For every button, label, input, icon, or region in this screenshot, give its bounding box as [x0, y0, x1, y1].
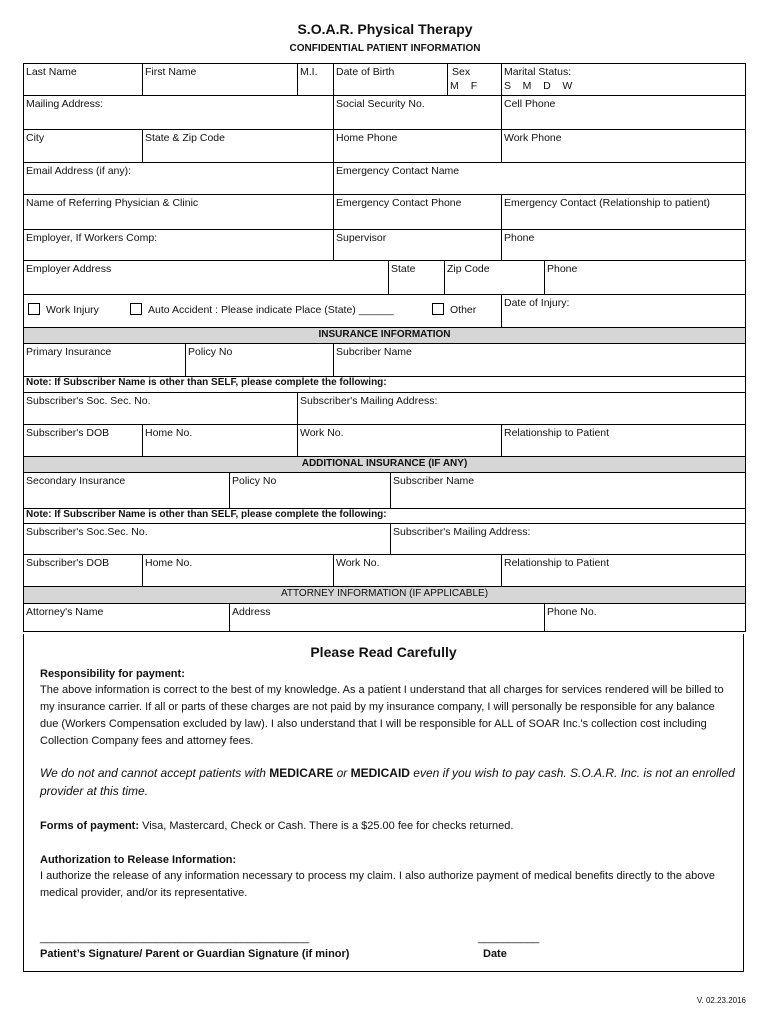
secondary-subscriber-field[interactable]	[390, 473, 745, 508]
row-city	[24, 129, 745, 162]
subscriber-work-label: Work No.	[300, 427, 344, 439]
work-injury-checkbox[interactable]	[28, 303, 40, 315]
row-name	[24, 63, 745, 95]
attorney-name-label: Attorney's Name	[26, 606, 104, 618]
sex-option-m[interactable]: M	[450, 80, 459, 92]
injury-type-field	[24, 295, 501, 327]
terms-section	[23, 634, 744, 972]
subscriber-mailing-field[interactable]	[297, 393, 745, 424]
mi-field[interactable]	[297, 64, 333, 95]
employer-zip-field[interactable]	[444, 261, 544, 294]
last-name-field[interactable]	[24, 64, 142, 95]
row-employer-address	[24, 260, 745, 294]
sex-options	[450, 79, 499, 93]
policy-no-field[interactable]	[185, 344, 333, 376]
sex-option-f[interactable]: F	[470, 80, 478, 92]
cell-phone-label: Cell Phone	[504, 98, 556, 110]
auto-accident-label: Auto Accident : Please indicate Place (State) ______	[148, 304, 394, 316]
email-field[interactable]	[24, 163, 333, 194]
medicare-notice-or: or	[333, 766, 351, 780]
city-label: City	[26, 132, 45, 144]
supervisor-label: Supervisor	[336, 232, 387, 244]
date-label: Date	[483, 948, 507, 960]
row-referring	[24, 194, 745, 229]
form-title: S.O.A.R. Physical Therapy	[297, 21, 473, 37]
employer-address-label: Employer Address	[26, 263, 112, 275]
state-zip-field[interactable]	[142, 130, 333, 162]
date-of-injury-field[interactable]	[501, 295, 745, 327]
first-name-field[interactable]	[142, 64, 297, 95]
secondary-subscriber-relationship-field[interactable]	[501, 555, 745, 586]
row-email	[24, 162, 745, 194]
emergency-name-field[interactable]	[333, 163, 745, 194]
last-name-label: Last Name	[26, 66, 77, 78]
emergency-phone-field[interactable]	[333, 195, 501, 229]
secondary-insurance-field[interactable]	[24, 473, 229, 508]
cell-phone-field[interactable]	[501, 96, 745, 129]
secondary-policy-label: Policy No	[232, 475, 277, 487]
primary-insurance-label: Primary Insurance	[26, 346, 112, 358]
marital-status-field[interactable]	[501, 64, 745, 95]
city-field[interactable]	[24, 130, 142, 162]
ssn-label: Social Security No.	[336, 98, 425, 110]
forms-of-payment-heading: Forms of payment:	[40, 820, 140, 832]
medicare-word: MEDICARE	[269, 766, 334, 780]
employer-phone2-label: Phone	[547, 263, 578, 275]
subscriber-work-field[interactable]	[297, 425, 501, 456]
row-secondary-subscriber-ssn	[24, 523, 745, 554]
policy-no-label: Policy No	[188, 346, 233, 358]
medicare-notice	[40, 764, 735, 800]
secondary-subscriber-work-field[interactable]	[333, 555, 501, 586]
row-primary-insurance	[24, 343, 745, 376]
marital-status-label: Marital Status:	[504, 66, 572, 78]
work-phone-field[interactable]	[501, 130, 745, 162]
employer-field[interactable]	[24, 230, 333, 260]
version-label: V. 02.23.2016	[696, 996, 746, 1005]
home-phone-field[interactable]	[333, 130, 501, 162]
insurance-band: INSURANCE INFORMATION	[24, 327, 745, 343]
secondary-subscriber-ssn-label: Subscriber's Soc.Sec. No.	[26, 526, 148, 538]
first-name-label: First Name	[145, 66, 197, 78]
responsibility-heading: Responsibility for payment:	[40, 668, 185, 680]
subscriber-ssn-label: Subscriber's Soc. Sec. No.	[26, 395, 151, 407]
row-secondary-subscriber-dob	[24, 554, 745, 586]
mailing-address-label: Mailing Address:	[26, 98, 104, 110]
dob-label: Date of Birth	[336, 66, 395, 78]
attorney-band: ATTORNEY INFORMATION (IF APPLICABLE)	[24, 586, 745, 603]
secondary-subscriber-ssn-field[interactable]	[24, 524, 390, 554]
subscriber-mailing-label: Subscriber's Mailing Address:	[300, 395, 438, 407]
forms-of-payment-text: Visa, Mastercard, Check or Cash. There is a $25.00 fee for checks returned.	[139, 820, 514, 832]
employer-label: Employer, If Workers Comp:	[26, 232, 158, 244]
subscriber-relationship-field[interactable]	[501, 425, 745, 456]
attorney-phone-field[interactable]	[544, 604, 745, 631]
home-phone-label: Home Phone	[336, 132, 398, 144]
secondary-subscriber-work-label: Work No.	[336, 557, 380, 569]
secondary-subscriber-mailing-label: Subscriber's Mailing Address:	[393, 526, 531, 538]
emergency-phone-label: Emergency Contact Phone	[336, 197, 462, 209]
subscriber-dob-label: Subscriber's DOB	[26, 427, 110, 439]
secondary-insurance-label: Secondary Insurance	[26, 475, 126, 487]
medicare-notice-part2: even if you wish to pay cash. S.O.A.R. Inc. is not an enrolled provider at this time.	[40, 766, 735, 798]
referring-physician-field[interactable]	[24, 195, 333, 229]
referring-physician-label: Name of Referring Physician & Clinic	[26, 197, 199, 209]
mi-label: M.I.	[300, 66, 318, 78]
sex-label: Sex	[452, 66, 471, 78]
work-injury-option[interactable]	[28, 303, 99, 317]
subscriber-home-field[interactable]	[142, 425, 297, 456]
secondary-subscriber-mailing-field[interactable]	[390, 524, 745, 554]
mailing-address-field[interactable]	[24, 96, 333, 129]
additional-insurance-band: ADDITIONAL INSURANCE (IF ANY)	[24, 456, 745, 472]
secondary-policy-field[interactable]	[229, 473, 390, 508]
responsibility-text: The above information is correct to the best of my knowledge. As a patient I understand that all charges for services rendered will be billed to my insurance carrier. If all or parts of these charges are not paid by my insurance company, I will personally be responsible for any balance due (Workers Compensation excluded by law). I also understand that I will be responsible for ALL of SOAR Inc.'s collection cost including Collection Company fees and attorney fees.	[40, 684, 724, 747]
state-zip-label: State & Zip Code	[145, 132, 225, 144]
patient-info-grid	[23, 63, 746, 632]
secondary-subscriber-dob-field[interactable]	[24, 555, 142, 586]
marital-status-options[interactable]: S M D W	[504, 80, 573, 92]
subscriber-dob-field[interactable]	[24, 425, 142, 456]
other-option[interactable]	[432, 303, 476, 317]
emergency-name-label: Emergency Contact Name	[336, 165, 460, 177]
secondary-subscriber-label: Subscriber Name	[393, 475, 475, 487]
sex-field[interactable]	[447, 64, 501, 95]
email-label: Email Address (if any):	[26, 165, 132, 177]
row-mailing	[24, 95, 745, 129]
emergency-relationship-label: Emergency Contact (Relationship to patient)	[504, 197, 711, 209]
subscriber-name-label: Subcriber Name	[336, 346, 412, 358]
row-employer	[24, 229, 745, 260]
work-phone-label: Work Phone	[504, 132, 562, 144]
subscriber-ssn-field[interactable]	[24, 393, 297, 424]
subscriber-relationship-label: Relationship to Patient	[504, 427, 610, 439]
subscriber-note: Note: If Subscriber Name is other than SELF, please complete the following:	[24, 376, 745, 392]
supervisor-field[interactable]	[333, 230, 501, 260]
attorney-address-label: Address	[232, 606, 271, 618]
row-secondary-insurance	[24, 472, 745, 508]
employer-address-field[interactable]	[24, 261, 388, 294]
subscriber-home-label: Home No.	[145, 427, 193, 439]
emergency-relationship-field[interactable]	[501, 195, 745, 229]
employer-phone-label: Phone	[504, 232, 535, 244]
attorney-phone-label: Phone No.	[547, 606, 597, 618]
employer-state-field[interactable]	[388, 261, 444, 294]
employer-state-label: State	[391, 263, 416, 275]
subscriber-name-field[interactable]	[333, 344, 745, 376]
row-attorney	[24, 603, 745, 632]
work-injury-label: Work Injury	[46, 304, 99, 316]
authorization-text: I authorize the release of any information necessary to process my claim. I also authorize payment of medical benefits directly to the above medical provider, and/or its representative.	[40, 870, 716, 899]
signature-label: Patient’s Signature/ Parent or Guardian Signature (if minor)	[40, 948, 350, 960]
other-checkbox[interactable]	[432, 303, 444, 315]
secondary-subscriber-home-field[interactable]	[142, 555, 333, 586]
medicare-notice-part1: We do not and cannot accept patients with	[40, 766, 270, 780]
secondary-subscriber-note: Note: If Subscriber Name is other than SELF, please complete the following:	[24, 508, 745, 523]
authorization-heading: Authorization to Release Information:	[40, 854, 237, 866]
row-subscriber-ssn	[24, 392, 745, 424]
other-label: Other	[450, 304, 477, 316]
attorney-name-field[interactable]	[24, 604, 229, 631]
date-of-injury-label: Date of Injury:	[504, 297, 570, 309]
ssn-field[interactable]	[333, 96, 501, 129]
secondary-subscriber-relationship-label: Relationship to Patient	[504, 557, 610, 569]
auto-accident-option[interactable]	[130, 303, 394, 317]
auto-accident-checkbox[interactable]	[130, 303, 142, 315]
row-subscriber-dob	[24, 424, 745, 456]
medicaid-word: MEDICAID	[350, 766, 410, 780]
secondary-subscriber-home-label: Home No.	[145, 557, 193, 569]
form-subtitle: CONFIDENTIAL PATIENT INFORMATION	[289, 43, 481, 54]
attorney-address-field[interactable]	[229, 604, 544, 631]
employer-phone-field[interactable]	[501, 230, 745, 260]
employer-phone2-field[interactable]	[544, 261, 745, 294]
signature-line[interactable]: ____________________________________________	[40, 932, 310, 944]
please-read-title: Please Read Carefully	[310, 644, 457, 660]
primary-insurance-field[interactable]	[24, 344, 185, 376]
secondary-subscriber-dob-label: Subscriber's DOB	[26, 557, 110, 569]
dob-field[interactable]	[333, 64, 447, 95]
employer-zip-label: Zip Code	[447, 263, 490, 275]
forms-of-payment	[40, 818, 735, 835]
date-line[interactable]: __________	[478, 932, 540, 944]
row-injury-type	[24, 294, 745, 327]
